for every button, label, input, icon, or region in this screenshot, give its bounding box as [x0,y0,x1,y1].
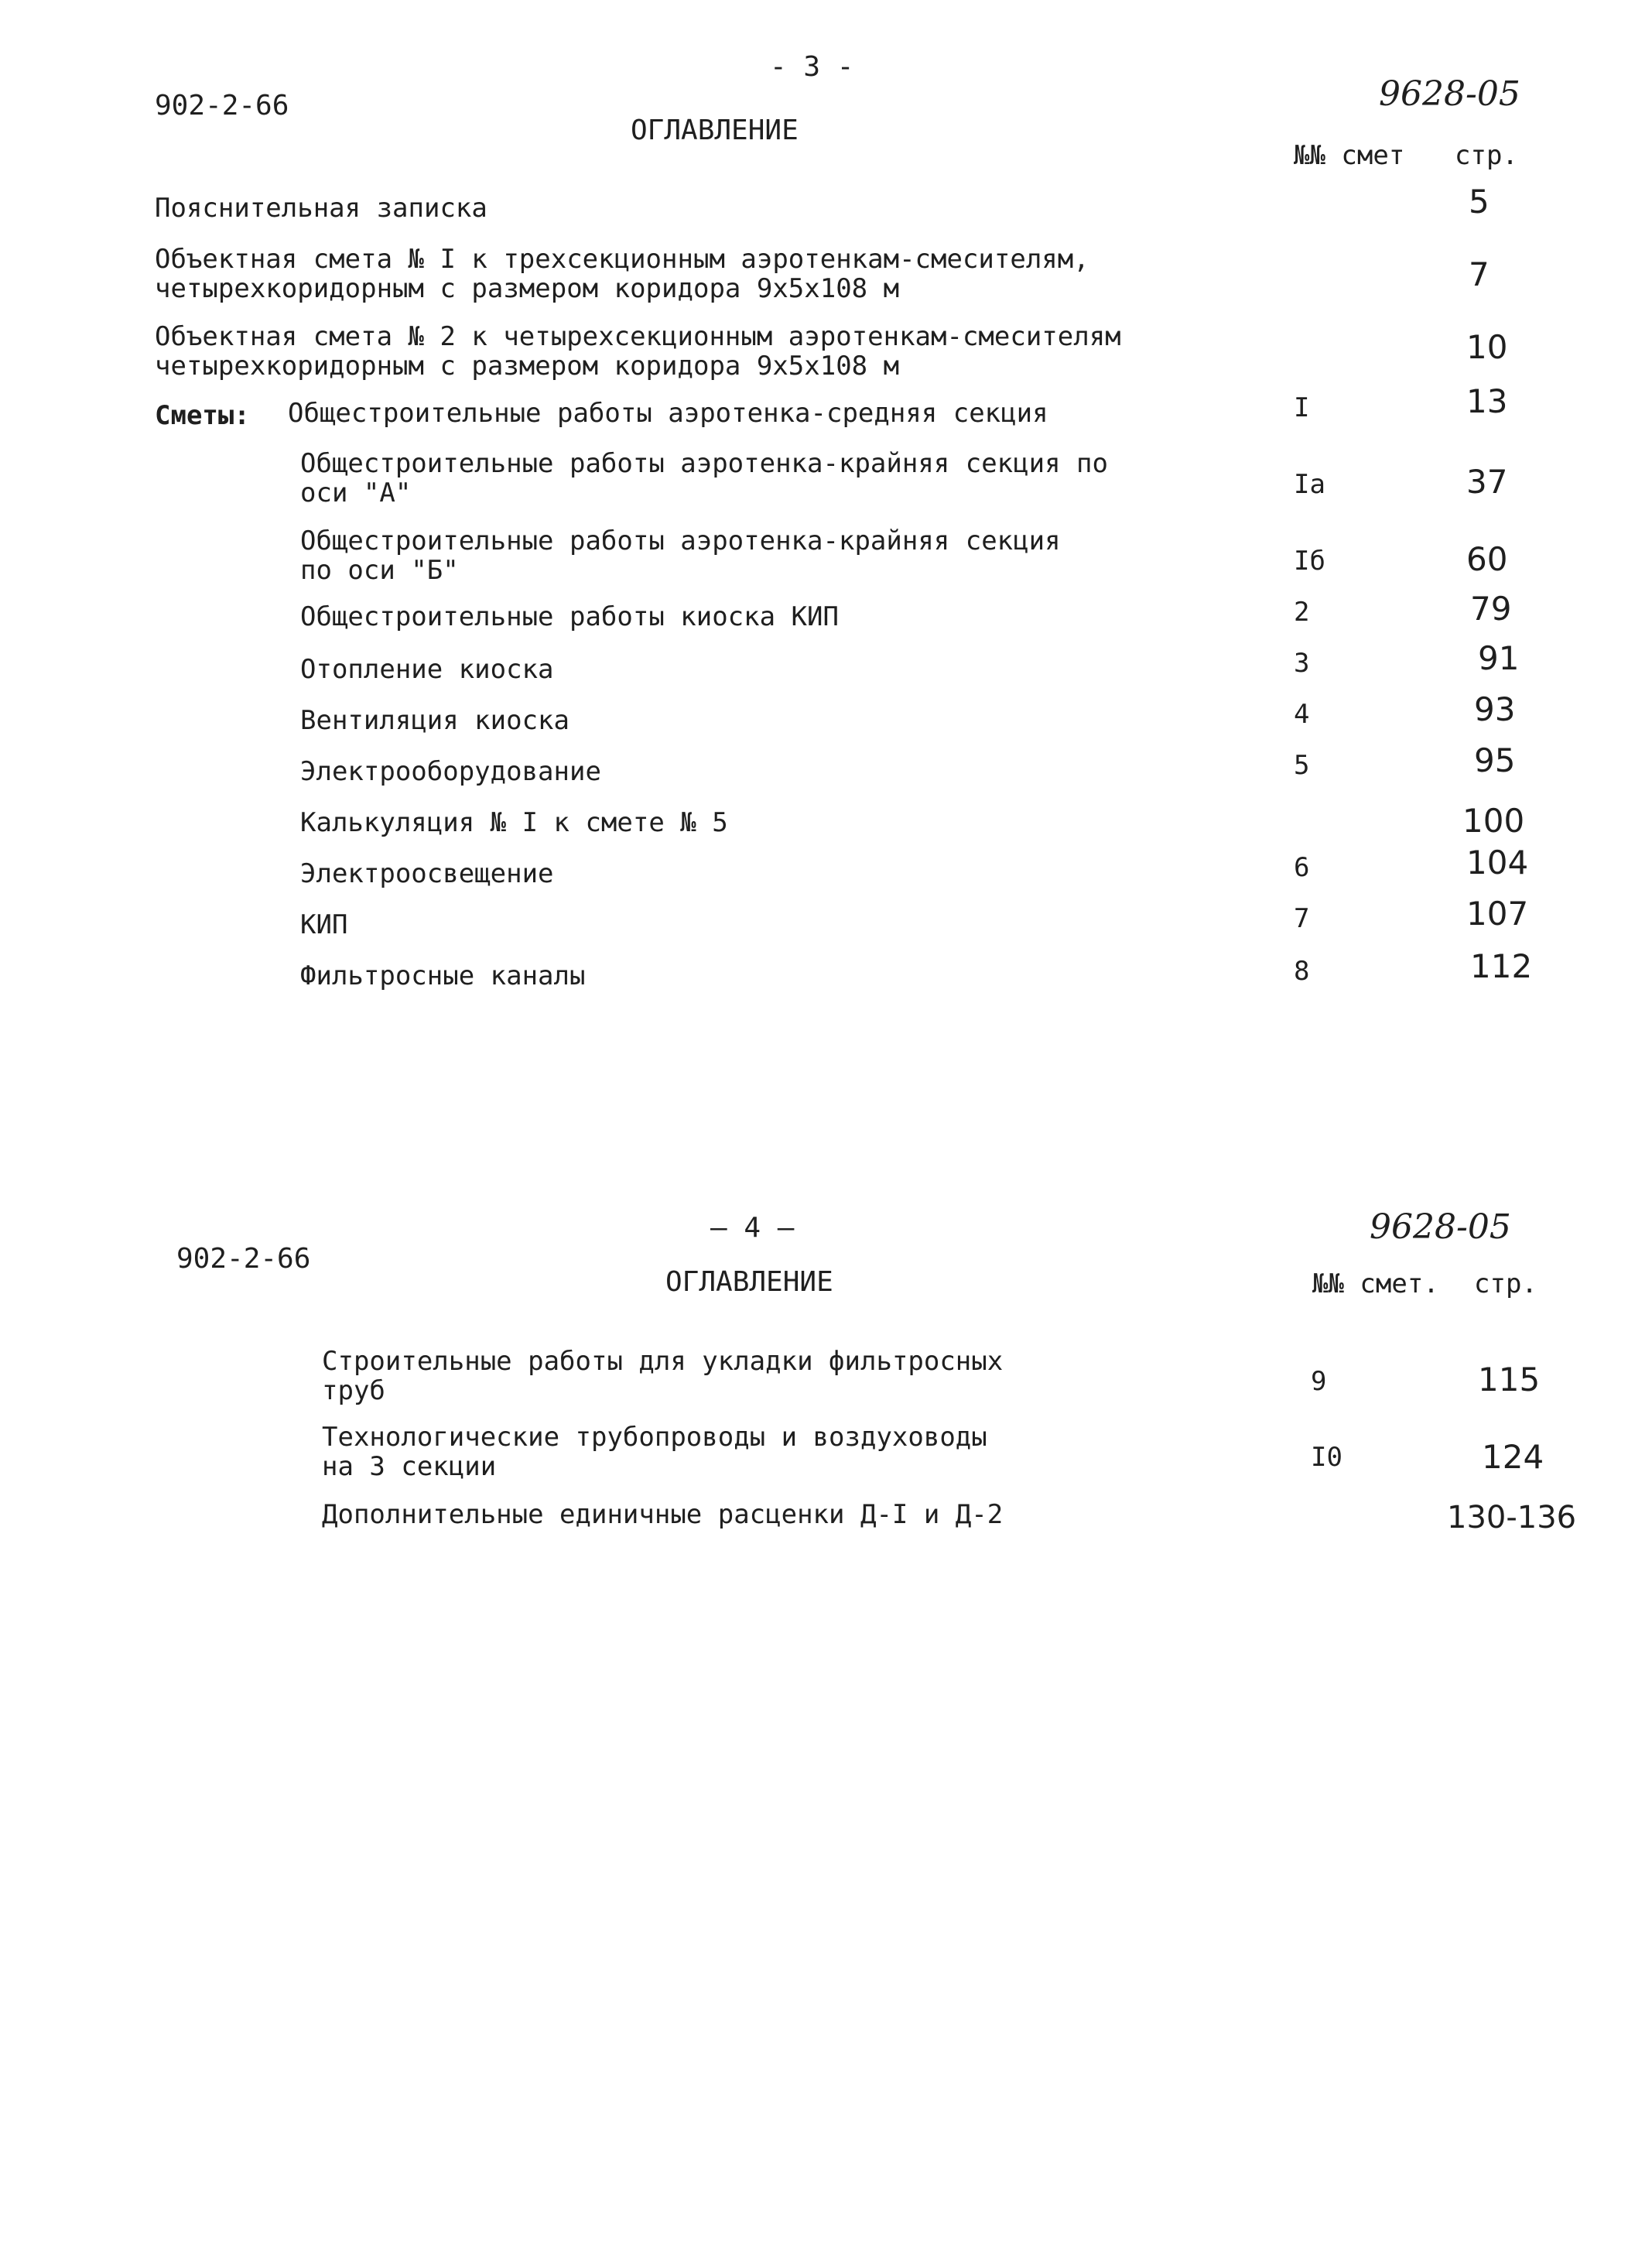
toc-entry-text: Дополнительные единичные расценки Д-I и Д-2 [322,1499,1004,1530]
toc-entry-smeta: Iб [1294,546,1325,577]
toc-entry-page: 100 [1462,802,1525,840]
toc-entry-text: Электрооборудование [300,756,601,787]
page-number: - 3 - [770,51,854,83]
toc-entry-smeta: 4 [1294,699,1310,730]
toc-entry-smeta: 5 [1294,750,1310,781]
toc-entry-smeta: 2 [1294,597,1310,628]
toc-entry-smeta: 9 [1311,1366,1327,1397]
toc-entry-page: 115 [1478,1361,1541,1398]
toc-entry-text: Общестроительные работы киоска КИП [300,601,839,632]
toc-entry-smeta: 7 [1294,903,1310,934]
toc-entry-smeta: 6 [1294,852,1310,883]
toc-entry-text: Калькуляция № I к смете № 5 [300,807,728,838]
toc-entry-smeta: I0 [1311,1442,1342,1473]
toc-entry-text: Строительные работы для укладки фильтросных труб [322,1346,1004,1406]
project-code: 902-2-66 [155,90,289,122]
toc-entry-smeta: Iа [1294,469,1325,500]
column-header-page: стр. [1455,140,1518,171]
toc-entry-text: Общестроительные работы аэротенка-средняя секция [288,398,1048,429]
toc-entry-text: Электроосвещение [300,858,554,889]
toc-entry-page: 130-136 [1447,1500,1577,1535]
toc-entry-page: 93 [1474,690,1516,728]
toc-entry-page: 104 [1466,844,1529,882]
column-header-page: стр. [1474,1268,1537,1299]
toc-entry-smeta: I [1294,392,1310,423]
toc-entry-page: 112 [1470,947,1533,985]
page-title: ОГЛАВЛЕНИЕ [631,115,799,146]
toc-entry-page: 5 [1469,183,1490,221]
toc-entry-text: Отопление киоска [300,654,554,685]
toc-entry-text: Объектная смета № I к трехсекционным аэротенкам-смесителям, четырехкоридорным с размером коридора 9х5х108 м [155,244,1089,304]
toc-entry-page: 10 [1466,328,1508,366]
toc-entry-page: 91 [1478,639,1520,677]
toc-entry-text: КИП [300,909,348,940]
toc-entry-page: 13 [1466,382,1508,420]
toc-entry-page: 95 [1474,741,1516,779]
document-number: 9628-05 [1370,1207,1511,1247]
toc-entry-text: Технологические трубопроводы и воздуховоды на 3 секции [322,1422,987,1482]
toc-entry-text: Общестроительные работы аэротенка-крайняя секция по оси "Б" [300,525,1061,586]
toc-entry-smeta: 3 [1294,648,1310,679]
column-header-smeta: №№ смет [1294,140,1405,171]
page-title: ОГЛАВЛЕНИЕ [665,1266,833,1298]
toc-entry-page: 107 [1466,895,1529,933]
toc-entry-page: 60 [1466,540,1508,578]
toc-entry-text: Пояснительная записка [155,193,487,224]
smety-label: Сметы: [155,400,250,431]
toc-entry-page: 124 [1482,1438,1544,1476]
toc-entry-page: 7 [1469,255,1490,293]
page-number: — 4 — [710,1212,795,1244]
toc-entry-smeta: 8 [1294,956,1310,987]
toc-entry-text: Общестроительные работы аэротенка-крайняя секция по оси "А" [300,448,1108,508]
toc-entry-text: Вентиляция киоска [300,705,569,736]
toc-entry-text: Объектная смета № 2 к четырехсекционным аэротенкам-смесителям четырехкоридорным с размером коридора 9х5х108 м [155,321,1121,382]
toc-entry-page: 37 [1466,463,1508,501]
toc-entry-text: Фильтросные каналы [300,960,586,991]
project-code: 902-2-66 [176,1243,311,1275]
document-number: 9628-05 [1379,74,1520,114]
column-header-smeta: №№ смет. [1312,1268,1439,1299]
toc-entry-page: 79 [1470,590,1512,628]
